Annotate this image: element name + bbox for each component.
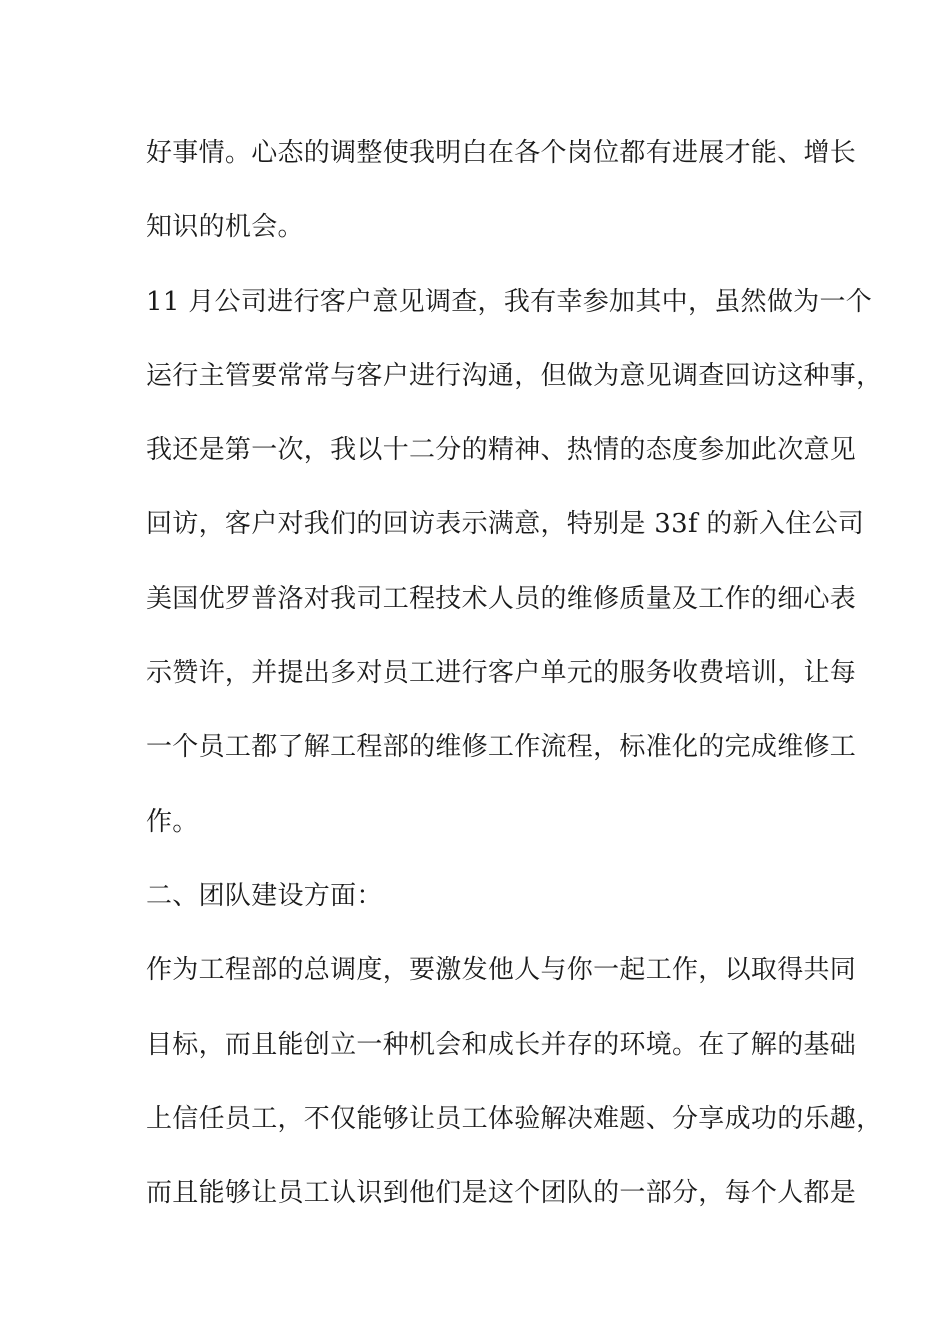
text-line: 一个员工都了解工程部的维修工作流程，标准化的完成维修工 xyxy=(146,732,857,762)
text-line: 而且能够让员工认识到他们是这个团队的一部分，每个人都是 xyxy=(146,1178,857,1208)
text-line: 运行主管要常常与客户进行沟通，但做为意见调查回访这种事， xyxy=(146,361,883,391)
text-line: 11 月公司进行客户意见调查，我有幸参加其中，虽然做为一个 xyxy=(146,287,873,317)
section-heading: 二、团队建设方面： xyxy=(146,881,383,911)
text-line: 好事情。心态的调整使我明白在各个岗位都有进展才能、增长 xyxy=(146,138,857,168)
text-line: 知识的机会。 xyxy=(146,212,304,242)
text-line: 示赞许，并提出多对员工进行客户单元的服务收费培训，让每 xyxy=(146,658,857,688)
text-line: 美国优罗普洛对我司工程技术人员的维修质量及工作的细心表 xyxy=(146,584,857,614)
text-line: 作为工程部的总调度，要激发他人与你一起工作，以取得共同 xyxy=(146,955,857,985)
text-line: 上信任员工，不仅能够让员工体验解决难题、分享成功的乐趣， xyxy=(146,1104,883,1134)
text-line: 作。 xyxy=(146,807,199,837)
text-line: 回访，客户对我们的回访表示满意，特别是 33f 的新入住公司 xyxy=(146,509,865,539)
text-line: 我还是第一次，我以十二分的精神、热情的态度参加此次意见 xyxy=(146,435,857,465)
text-line: 目标，而且能创立一种机会和成长并存的环境。在了解的基础 xyxy=(146,1030,857,1060)
